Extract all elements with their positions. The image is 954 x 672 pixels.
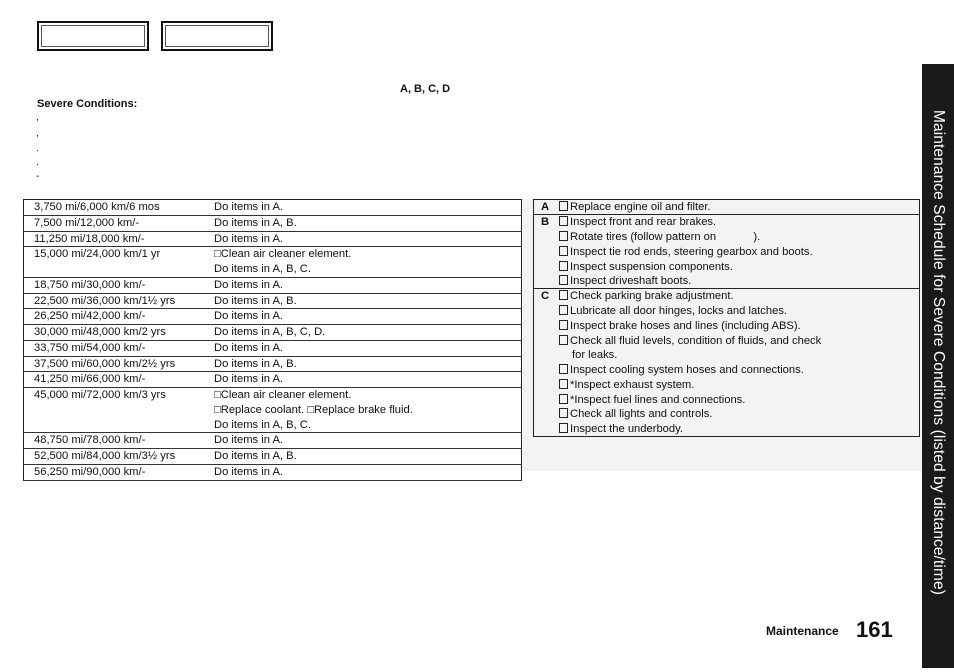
mileage-cell: 22,500 mi/36,000 km/1½ yrs xyxy=(34,294,176,307)
checkbox-icon xyxy=(559,320,568,330)
legend-item: Lubricate all door hinges, locks and latches. xyxy=(559,304,787,319)
legend-item: *Inspect exhaust system. xyxy=(559,378,694,393)
legend-item: Rotate tires (follow pattern on ). xyxy=(559,230,760,245)
legend-group-a xyxy=(533,199,920,215)
items-cell: Do items in A, B, C. xyxy=(214,418,311,431)
items-cell: Do items in A, B. xyxy=(214,450,297,462)
footer-section-label: Maintenance xyxy=(766,624,839,638)
mileage-cell: 37,500 mi/60,000 km/2½ yrs xyxy=(34,357,176,370)
items-cell: Do items in A. xyxy=(214,310,284,323)
mileage-cell xyxy=(24,418,209,433)
legend-item: Replace engine oil and filter. xyxy=(559,200,711,215)
mileage-cell: 56,250 mi/90,000 km/- xyxy=(34,465,146,478)
mileage-cell: 7,500 mi/12,000 km/- xyxy=(34,216,140,229)
legend-group-b xyxy=(533,214,920,289)
items-cell: Do items in A. xyxy=(214,434,284,447)
table-row xyxy=(24,231,522,247)
items-cell: Do items in A, B. xyxy=(214,357,297,370)
legend-item: Check parking brake adjustment. xyxy=(559,289,734,304)
table-row xyxy=(24,418,522,433)
legend-item-continued: for leaks. xyxy=(572,349,618,361)
mileage-cell: 26,250 mi/42,000 km/- xyxy=(34,310,146,323)
items-cell: □Replace coolant. □Replace brake fluid. xyxy=(214,403,413,416)
checkbox-icon xyxy=(559,364,568,374)
table-row xyxy=(24,340,522,356)
items-cell: Do items in A, B. xyxy=(214,294,297,307)
legend-item: *Inspect fuel lines and connections. xyxy=(559,393,745,408)
mileage-cell xyxy=(24,403,209,418)
legend-item: Inspect tie rod ends, steering gearbox and boots. xyxy=(559,245,813,260)
table-row xyxy=(24,325,522,341)
keys-heading: A, B, C, D xyxy=(400,83,451,95)
mileage-cell: 18,750 mi/30,000 km/- xyxy=(34,278,146,291)
items-cell: □Clean air cleaner element. xyxy=(214,248,352,261)
checkbox-icon xyxy=(559,246,568,256)
nav-button-next[interactable] xyxy=(161,21,273,51)
table-row xyxy=(24,464,522,480)
legend-letter: A xyxy=(541,201,550,213)
items-cell: Do items in A, B. xyxy=(214,216,297,229)
mileage-cell xyxy=(24,262,209,277)
nav-button-previous[interactable] xyxy=(37,21,149,51)
items-cell: Do items in A. xyxy=(214,278,284,291)
table-row xyxy=(24,262,522,277)
items-cell: Do items in A. xyxy=(214,232,284,245)
items-cell: Do items in A. xyxy=(214,373,284,386)
items-cell: Do items in A, B, C. xyxy=(214,263,311,275)
legend-item: Check all fluid levels, condition of fluids, and check xyxy=(559,334,821,349)
table-row xyxy=(24,247,522,262)
table-row xyxy=(24,388,522,403)
mileage-cell: 41,250 mi/66,000 km/- xyxy=(34,373,146,386)
sidebar-title: Maintenance Schedule for Severe Conditions (listed by distance/time) xyxy=(930,110,947,595)
legend-item: Inspect cooling system hoses and connections. xyxy=(559,363,804,378)
table-row xyxy=(24,433,522,449)
table-row xyxy=(24,403,522,418)
table-row xyxy=(24,293,522,309)
checkbox-icon xyxy=(559,275,568,285)
legend-letter: C xyxy=(541,290,550,302)
checkbox-icon xyxy=(559,408,568,418)
bullet-mark: , xyxy=(36,112,39,123)
checkbox-icon xyxy=(559,216,568,226)
mileage-cell: 3,750 mi/6,000 km/6 mos xyxy=(34,201,160,213)
checkbox-icon xyxy=(559,394,568,404)
mileage-cell: 52,500 mi/84,000 km/3½ yrs xyxy=(34,450,176,462)
bullet-mark: , xyxy=(36,128,39,139)
page-number: 161 xyxy=(856,617,893,642)
items-cell: □Clean air cleaner element. xyxy=(214,389,352,401)
checkbox-icon xyxy=(559,423,568,433)
checkbox-icon xyxy=(559,379,568,389)
table-row xyxy=(24,372,522,388)
table-row xyxy=(24,309,522,325)
items-cell: Do items in A. xyxy=(214,465,284,478)
legend-item: Check all lights and controls. xyxy=(559,407,712,422)
items-cell: Do items in A, B, C, D. xyxy=(214,326,326,338)
mileage-cell: 45,000 mi/72,000 km/3 yrs xyxy=(34,389,166,401)
items-cell: Do items in A. xyxy=(214,341,284,354)
items-cell: Do items in A. xyxy=(214,201,284,213)
legend-item: Inspect the underbody. xyxy=(559,422,683,437)
severe-conditions-label: Severe Conditions: xyxy=(37,98,138,110)
table-row xyxy=(24,449,522,465)
legend-letter: B xyxy=(541,216,550,228)
mileage-cell: 11,250 mi/18,000 km/- xyxy=(34,232,145,245)
bullet-mark: - xyxy=(36,171,40,182)
legend-item: Inspect driveshaft boots. xyxy=(559,274,691,289)
checkbox-icon xyxy=(559,335,568,345)
bullet-mark: . xyxy=(36,143,39,154)
table-row xyxy=(24,200,522,216)
legend-item: Inspect brake hoses and lines (including ABS). xyxy=(559,319,801,334)
legend-item: Inspect front and rear brakes. xyxy=(559,215,716,230)
legend-item: Inspect suspension components. xyxy=(559,260,733,275)
checkbox-icon xyxy=(559,231,568,241)
table-row xyxy=(24,215,522,231)
table-row xyxy=(24,277,522,293)
bullet-mark: . xyxy=(36,157,39,168)
mileage-cell: 48,750 mi/78,000 km/- xyxy=(34,434,146,447)
legend-group-c xyxy=(533,288,920,437)
checkbox-icon xyxy=(559,201,568,211)
checkbox-icon xyxy=(559,290,568,300)
table-row xyxy=(24,356,522,372)
mileage-cell: 33,750 mi/54,000 km/- xyxy=(34,341,146,354)
checkbox-icon xyxy=(559,305,568,315)
mileage-cell: 15,000 mi/24,000 km/1 yr xyxy=(34,248,161,261)
mileage-cell: 30,000 mi/48,000 km/2 yrs xyxy=(34,326,166,338)
checkbox-icon xyxy=(559,261,568,271)
schedule-table xyxy=(23,199,522,481)
